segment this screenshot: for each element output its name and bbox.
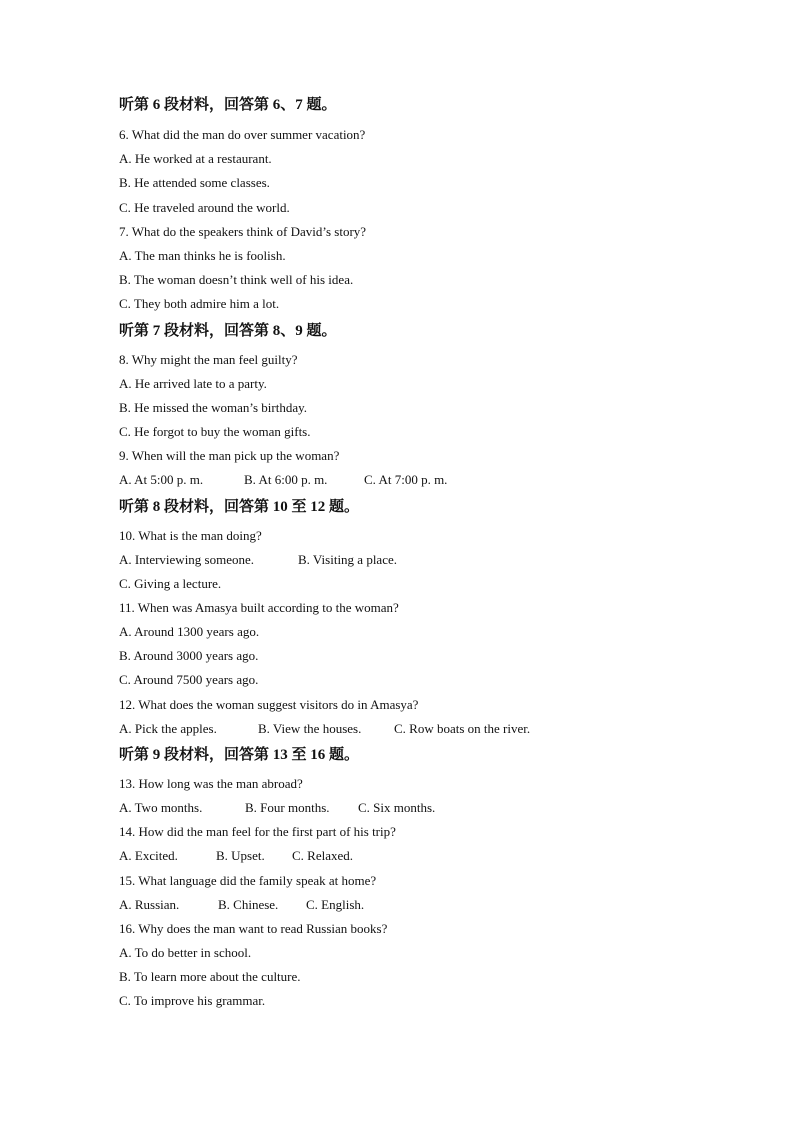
answer-option: A. Russian. <box>119 897 180 912</box>
answer-option: C. Relaxed. <box>292 848 354 863</box>
answer-option: B. Visiting a place. <box>298 552 397 567</box>
answer-option: A. Two months. <box>119 800 203 815</box>
answer-option: C. At 7:00 p. m. <box>364 472 448 487</box>
question-text: 10. What is the man doing? <box>119 528 262 543</box>
question-text: 6. What did the man do over summer vacation? <box>119 127 366 142</box>
answer-option: B. The woman doesn’t think well of his idea. <box>119 272 354 287</box>
section-heading: 听第 7 段材料，回答第 8、9 题。 <box>119 323 337 339</box>
answer-option: A. Pick the apples. <box>119 721 217 736</box>
answer-option: B. Chinese. <box>218 897 279 912</box>
answer-option: C. English. <box>306 897 365 912</box>
answer-option: A. Around 1300 years ago. <box>119 624 260 639</box>
answer-option: B. To learn more about the culture. <box>119 969 301 984</box>
answer-option: A. Excited. <box>119 848 178 863</box>
question-text: 12. What does the woman suggest visitors do in Amasya? <box>119 697 419 712</box>
answer-option: C. He traveled around the world. <box>119 200 290 215</box>
section-heading: 听第 9 段材料，回答第 13 至 16 题。 <box>119 747 360 763</box>
answer-option: C. Six months. <box>358 800 436 815</box>
answer-option: A. The man thinks he is foolish. <box>119 248 286 263</box>
answer-option: B. Upset. <box>216 848 265 863</box>
answer-option: A. He arrived late to a party. <box>119 376 267 391</box>
answer-option: B. He attended some classes. <box>119 175 270 190</box>
answer-option: B. He missed the woman’s birthday. <box>119 400 307 415</box>
answer-option: A. Interviewing someone. <box>119 552 255 567</box>
question-text: 15. What language did the family speak at home? <box>119 873 377 888</box>
answer-option: A. To do better in school. <box>119 945 252 960</box>
question-text: 9. When will the man pick up the woman? <box>119 448 340 463</box>
answer-option: C. He forgot to buy the woman gifts. <box>119 424 311 439</box>
answer-option: A. At 5:00 p. m. <box>119 472 204 487</box>
question-text: 14. How did the man feel for the first part of his trip? <box>119 824 396 839</box>
answer-option: C. Around 7500 years ago. <box>119 672 259 687</box>
section-heading: 听第 8 段材料，回答第 10 至 12 题。 <box>119 499 360 515</box>
answer-option: B. View the houses. <box>258 721 362 736</box>
question-text: 13. How long was the man abroad? <box>119 776 303 791</box>
question-text: 16. Why does the man want to read Russian books? <box>119 921 388 936</box>
question-text: 7. What do the speakers think of David’s story? <box>119 224 367 239</box>
section-heading: 听第 6 段材料，回答第 6、7 题。 <box>119 97 337 113</box>
answer-option: C. To improve his grammar. <box>119 993 266 1008</box>
answer-option: A. He worked at a restaurant. <box>119 151 272 166</box>
question-text: 11. When was Amasya built according to the woman? <box>119 600 399 615</box>
answer-option: B. At 6:00 p. m. <box>244 472 328 487</box>
answer-option: B. Around 3000 years ago. <box>119 648 259 663</box>
question-text: 8. Why might the man feel guilty? <box>119 352 298 367</box>
answer-option: C. Row boats on the river. <box>394 721 531 736</box>
answer-option: B. Four months. <box>245 800 330 815</box>
answer-option: C. Giving a lecture. <box>119 576 222 591</box>
answer-option: C. They both admire him a lot. <box>119 296 280 311</box>
